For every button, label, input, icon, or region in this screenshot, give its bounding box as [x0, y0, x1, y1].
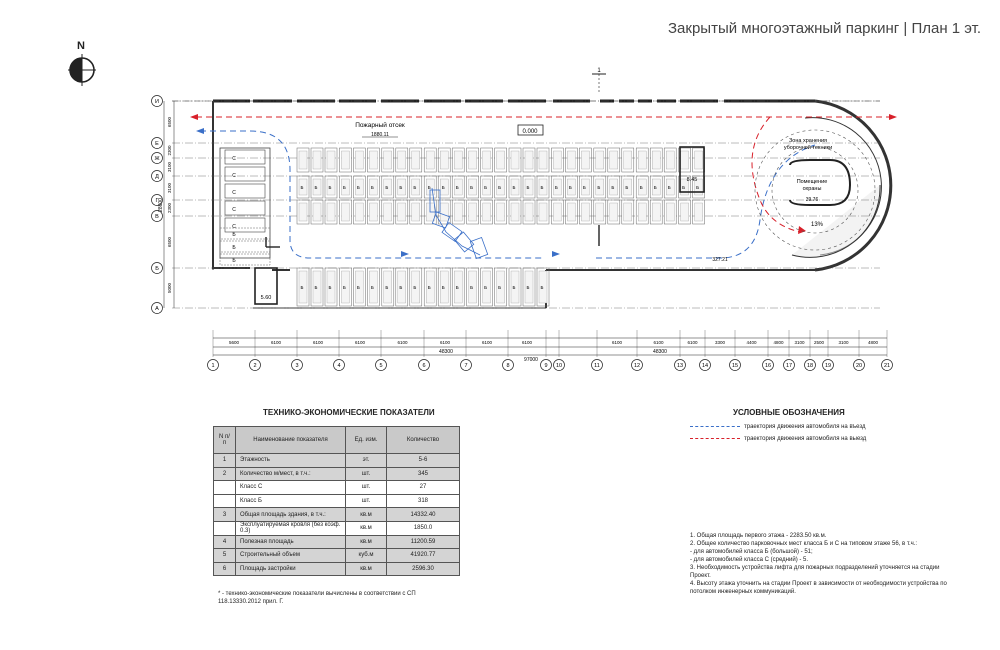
guard-area: 39.76: [805, 197, 819, 203]
table-cell-num: [214, 494, 236, 508]
car-outline: [553, 151, 561, 169]
storage-label-2: уборочной техники: [783, 145, 833, 151]
column-axis-label: 17: [785, 363, 793, 369]
legend-exit-label: траектория движения автомобиля на выезд: [744, 436, 867, 442]
column-dimension: 3100: [794, 340, 805, 345]
car-outline: [681, 203, 689, 221]
slot-label: Б: [667, 185, 671, 190]
car-outline: [581, 203, 589, 221]
entry-arrow-right-icon: [552, 251, 560, 257]
table-header-num: N п/п: [214, 427, 236, 454]
car-outline: [469, 151, 477, 169]
stair-area: 5.60: [260, 295, 272, 301]
car-outline: [511, 151, 519, 169]
slot-label: Б: [385, 285, 389, 290]
table-cell-name: Класс С: [236, 481, 346, 495]
table-cell-unit: шт.: [346, 467, 387, 481]
car-outline: [412, 151, 420, 169]
left-c-slot-group: [220, 150, 270, 265]
row-dimension: 2300: [167, 202, 172, 214]
slot-label: Б: [597, 185, 601, 190]
column-dimension: 6100: [397, 340, 408, 345]
c-slot-label: C: [232, 207, 236, 213]
row-dimension: 5000: [167, 282, 172, 294]
row-dimension: 6500: [167, 236, 172, 248]
exit-arrow-left-icon: [190, 114, 198, 120]
guard-label-2: охраны: [802, 186, 822, 192]
slot-label: Б: [470, 285, 474, 290]
car-outline: [355, 151, 363, 169]
page-title: Закрытый многоэтажный паркинг | План 1 эт.: [668, 20, 981, 37]
column-dimension: 6100: [354, 340, 366, 345]
exit-line-icon: [690, 438, 740, 439]
slot-label: Б: [441, 285, 445, 290]
table-cell-value: 41920.77: [387, 549, 460, 563]
fire-zone-label: Пожарный отсек: [355, 122, 405, 129]
ramp-slope: 13%: [810, 222, 824, 228]
slot-label: Б: [484, 285, 488, 290]
column-dimension: 6100: [270, 340, 282, 345]
slot-label: Б: [399, 285, 403, 290]
car-outline: [681, 151, 689, 169]
slot-label: Б: [512, 185, 516, 190]
column-axis-label: 6: [422, 363, 426, 369]
column-dimension: 5600: [228, 340, 240, 345]
car-outline: [638, 151, 646, 169]
column-axis-label: 12: [633, 363, 641, 369]
slot-label: Б: [639, 185, 643, 190]
table-cell-unit: эт.: [346, 454, 387, 468]
table-cell-unit: кв.м: [346, 521, 387, 535]
storage-label-1: Зона хранения: [788, 138, 828, 144]
note-3: - для автомобилей класса Б (большой) - 51;: [690, 549, 813, 555]
row-dimension: 6500: [167, 116, 172, 128]
table-cell-unit: кв.м: [346, 562, 387, 576]
table-header-name: Наименование показателя: [236, 427, 346, 454]
car-outline: [483, 203, 491, 221]
section-mark: 1: [597, 68, 601, 74]
column-dimension: 4800: [773, 340, 784, 345]
table-cell-value: 2596.30: [387, 562, 460, 576]
table-cell-unit: шт.: [346, 494, 387, 508]
fire-zone-area: 1880.11: [371, 132, 389, 138]
car-outline: [652, 151, 660, 169]
slot-label: Б: [427, 185, 431, 190]
column-axis-label: 11: [594, 363, 600, 369]
slot-label: Б: [342, 185, 346, 190]
car-outline: [624, 151, 632, 169]
column-dimension: 4800: [867, 340, 879, 345]
car-outline: [511, 203, 519, 221]
slot-label: Б: [441, 185, 445, 190]
slot-label: Б: [540, 185, 544, 190]
b-parking-slot-left: [220, 254, 270, 265]
note-5: 3. Необходимость устройства лифта для пожарных подразделений уточняется на стадии Проект.: [690, 565, 940, 579]
column-axis-label: 5: [379, 363, 383, 369]
slot-label: Б: [356, 285, 360, 290]
c-slot-label: C: [232, 224, 236, 230]
left-c-slots: [220, 148, 270, 258]
slot-label: Б: [300, 285, 304, 290]
car-outline: [369, 203, 377, 221]
slot-label: Б: [370, 285, 374, 290]
table-cell-value: 1850.0: [387, 521, 460, 535]
column-axis-label: 15: [731, 363, 739, 369]
car-outline: [341, 151, 349, 169]
legend-exit: [690, 436, 866, 442]
slot-label: Б: [455, 285, 459, 290]
row-axis-label: Е: [155, 141, 159, 147]
row-axis-label: Г: [155, 198, 159, 204]
column-axis-label: 18: [806, 363, 814, 369]
car-outline: [666, 203, 674, 221]
car-outline: [341, 203, 349, 221]
car-outline: [652, 203, 660, 221]
column-axis-label: 14: [701, 363, 709, 369]
row-axis-label: Ж: [154, 156, 160, 162]
legend-entry: [690, 424, 866, 430]
car-outline: [539, 151, 547, 169]
slot-label: Б: [526, 185, 530, 190]
slot-label: Б: [300, 185, 304, 190]
car-outline: [355, 203, 363, 221]
slot-label: Б: [498, 285, 502, 290]
column-axis-label: 1: [211, 363, 215, 369]
c-slot-label: C: [232, 173, 236, 179]
slot-label: Б: [625, 185, 629, 190]
table-row: [214, 467, 460, 481]
column-dimension: 6100: [312, 340, 324, 345]
note-4: - для автомобилей класса С (средний) - 5.: [690, 557, 809, 563]
column-dimension: 3300: [714, 340, 726, 345]
b-slot-label: Б: [232, 258, 236, 264]
parking-slots: [297, 148, 705, 306]
car-outline: [398, 203, 406, 221]
slot-label: Б: [314, 185, 318, 190]
slot-label: Б: [427, 285, 431, 290]
notes: [690, 532, 950, 596]
c-parking-slot: [225, 150, 265, 164]
row-axis-label: В: [155, 214, 159, 220]
table-cell-num: 3: [214, 508, 236, 522]
slot-label: Б: [342, 285, 346, 290]
note-6: 4. Высоту этажа уточнить на стадии Проект в зависимости от необходимости устройства по потолком инженерных коммуникаций.: [690, 581, 947, 595]
column-dimension: 3100: [838, 340, 849, 345]
entry-arrow-mid-icon: [401, 251, 409, 257]
table-row: [214, 508, 460, 522]
car-outline: [695, 151, 703, 169]
column-axis-label: 13: [676, 363, 684, 369]
slot-label: Б: [582, 185, 586, 190]
car-outline: [483, 151, 491, 169]
column-axis-label: 2: [253, 363, 257, 369]
table-cell-num: 4: [214, 535, 236, 549]
slot-label: Б: [328, 285, 332, 290]
slot-label: Б: [611, 185, 615, 190]
car-outline: [539, 203, 547, 221]
table-cell-name: Этажность: [236, 454, 346, 468]
car-outline: [638, 203, 646, 221]
column-axis-label: 10: [555, 363, 563, 369]
entry-trajectory: [200, 131, 815, 258]
table-cell-name: Эксплуатируемая кровля (без коэф. 0.3): [236, 521, 346, 535]
column-axis-label: 8: [506, 363, 510, 369]
car-outline: [440, 151, 448, 169]
table-cell-name: Полезная площадь: [236, 535, 346, 549]
table-cell-name: Количество м/мест, в т.ч.:: [236, 467, 346, 481]
slot-label: Б: [470, 185, 474, 190]
b-slot-label: Б: [232, 245, 236, 251]
row-axis-label: Б: [155, 266, 159, 272]
car-outline: [454, 203, 462, 221]
table-cell-num: [214, 521, 236, 535]
central-ramp: [430, 188, 488, 259]
car-outline: [327, 203, 335, 221]
slot-label: Б: [682, 185, 686, 190]
note-2: 2. Общее количество парковочных мест класса Б и С на типовом этаже 56, в т.ч.:: [690, 541, 918, 547]
table-cell-num: 5: [214, 549, 236, 563]
row-dimension: 3100: [167, 161, 172, 173]
car-outline: [299, 203, 307, 221]
row-dimension: 3100: [167, 182, 172, 194]
table-row: [214, 494, 460, 508]
table-cell-unit: кв.м: [346, 508, 387, 522]
row-dimension: 2300: [167, 145, 172, 156]
ramp-area: 327.21: [712, 257, 728, 263]
note-1: 1. Общая площадь первого этажа - 2283.50 кв.м.: [690, 533, 827, 539]
slot-label: Б: [385, 185, 389, 190]
column-dimension: 4400: [746, 340, 757, 345]
table-cell-num: 6: [214, 562, 236, 576]
table-cell-name: Общая площадь здания, в т.ч.:: [236, 508, 346, 522]
car-outline: [299, 151, 307, 169]
table-row: [214, 521, 460, 535]
column-axis-label: 7: [464, 363, 468, 369]
column-axis-label: 3: [295, 363, 299, 369]
table-cell-num: [214, 481, 236, 495]
car-outline: [497, 203, 505, 221]
sub-total-left: 48300: [439, 349, 453, 355]
north-label: N: [77, 40, 85, 52]
exit-arrow-ramp-icon: [798, 226, 806, 234]
car-outline: [553, 203, 561, 221]
car-outline: [610, 151, 618, 169]
c-parking-slot: [225, 201, 265, 215]
slot-label: Б: [370, 185, 374, 190]
b-parking-slot-left: [220, 228, 270, 239]
legend-title: УСЛОВНЫЕ ОБОЗНАЧЕНИЯ: [733, 408, 845, 417]
car-outline: [327, 151, 335, 169]
car-outline: [384, 151, 392, 169]
column-dimension: 6100: [611, 340, 623, 345]
table-cell-name: Площадь застройки: [236, 562, 346, 576]
exit-arrow-right-icon: [889, 114, 897, 120]
c-parking-slot: [225, 184, 265, 198]
c-parking-slot: [225, 218, 265, 232]
tech-table-title: ТЕХНИКО-ЭКОНОМИЧЕСКИЕ ПОКАЗАТЕЛИ: [263, 408, 435, 417]
b-slot-label: Б: [232, 232, 236, 238]
slot-label: Б: [356, 185, 360, 190]
tech-table: [213, 426, 460, 576]
column-axis-label: 21: [883, 363, 891, 369]
column-axis-label: 4: [337, 363, 341, 369]
car-outline: [412, 203, 420, 221]
c-slot-label: C: [232, 190, 236, 196]
column-axis-labels: [208, 360, 893, 371]
slot-label: Б: [540, 285, 544, 290]
table-cell-unit: кв.м: [346, 535, 387, 549]
car-outline: [440, 203, 448, 221]
car-outline: [695, 203, 703, 221]
car-outline: [581, 151, 589, 169]
b-parking-slot-left: [220, 241, 270, 252]
car-outline: [567, 151, 575, 169]
slot-label: Б: [314, 285, 318, 290]
car-outline: [369, 151, 377, 169]
car-outline: [469, 203, 477, 221]
table-cell-value: 14332.40: [387, 508, 460, 522]
car-outline: [596, 203, 604, 221]
table-cell-value: 5-6: [387, 454, 460, 468]
column-dimensions: [229, 340, 879, 345]
table-header-unit: Ед. изм.: [346, 427, 387, 454]
table-cell-unit: шт.: [346, 481, 387, 495]
table-cell-unit: куб.м: [346, 549, 387, 563]
entry-line-icon: [690, 426, 740, 427]
slot-label: Б: [653, 185, 657, 190]
table-cell-num: 2: [214, 467, 236, 481]
table-row: [214, 454, 460, 468]
car-outline: [610, 203, 618, 221]
table-row: [214, 535, 460, 549]
slot-label: Б: [328, 185, 332, 190]
column-dimension: 2500: [813, 340, 825, 345]
car-outline: [497, 151, 505, 169]
row-axis-label: А: [155, 306, 159, 312]
slot-label: Б: [413, 185, 417, 190]
column-dimension: 6100: [687, 340, 698, 345]
column-dimension: 6100: [439, 340, 451, 345]
entry-arrow-start-icon: [196, 128, 204, 134]
table-cell-num: 1: [214, 454, 236, 468]
car-outline: [426, 151, 434, 169]
guard-label-1: Помещение: [796, 179, 828, 185]
table-cell-value: 11200.59: [387, 535, 460, 549]
slot-label: Б: [413, 285, 417, 290]
column-dimension: 6100: [653, 340, 664, 345]
c-slot-label: C: [232, 156, 236, 162]
car-outline: [567, 203, 575, 221]
slot-label: Б: [554, 185, 558, 190]
car-outline: [624, 203, 632, 221]
column-axis-label: 20: [855, 363, 863, 369]
table-row: [214, 481, 460, 495]
car-outline: [313, 151, 321, 169]
slot-label: Б: [399, 185, 403, 190]
car-outline: [454, 151, 462, 169]
slot-label: Б: [526, 285, 530, 290]
legend-entry-label: траектория движения автомобиля на въезд: [744, 424, 866, 430]
car-outline: [666, 151, 674, 169]
slot-label: Б: [696, 185, 700, 190]
c-parking-slot: [225, 167, 265, 181]
column-axis-label: 16: [764, 363, 772, 369]
table-header-value: Количество: [387, 427, 460, 454]
slot-label: Б: [484, 185, 488, 190]
lift-area: 8.45: [686, 177, 698, 183]
slot-label: Б: [568, 185, 572, 190]
level-mark: 0.000: [522, 129, 538, 135]
column-dimension: 6100: [521, 340, 533, 345]
table-cell-value: 318: [387, 494, 460, 508]
sub-total-right: 48300: [653, 349, 667, 355]
column-axis-label: 19: [824, 363, 832, 369]
row-axis-label: И: [155, 99, 159, 105]
column-axis-label: 9: [544, 363, 548, 369]
car-outline: [384, 203, 392, 221]
row-axis-label: Д: [155, 174, 159, 180]
table-cell-value: 345: [387, 467, 460, 481]
table-cell-name: Класс Б: [236, 494, 346, 508]
column-dimension: 6100: [481, 340, 493, 345]
slot-label: Б: [512, 285, 516, 290]
table-cell-value: 27: [387, 481, 460, 495]
total-width: 97000: [524, 357, 538, 363]
table-footnote: * - технико-экономические показатели вычислены в соответствии с СП 118.13330.2012 прил. Г.: [218, 591, 416, 605]
slot-label: Б: [455, 185, 459, 190]
table-row: [214, 562, 460, 576]
total-height-dim: 28600: [158, 198, 164, 212]
slot-label: Б: [498, 185, 502, 190]
table-row: [214, 549, 460, 563]
table-cell-name: Строительный объем: [236, 549, 346, 563]
car-outline: [313, 203, 321, 221]
car-outline: [525, 203, 533, 221]
car-outline: [398, 151, 406, 169]
car-outline: [525, 151, 533, 169]
car-outline: [596, 151, 604, 169]
